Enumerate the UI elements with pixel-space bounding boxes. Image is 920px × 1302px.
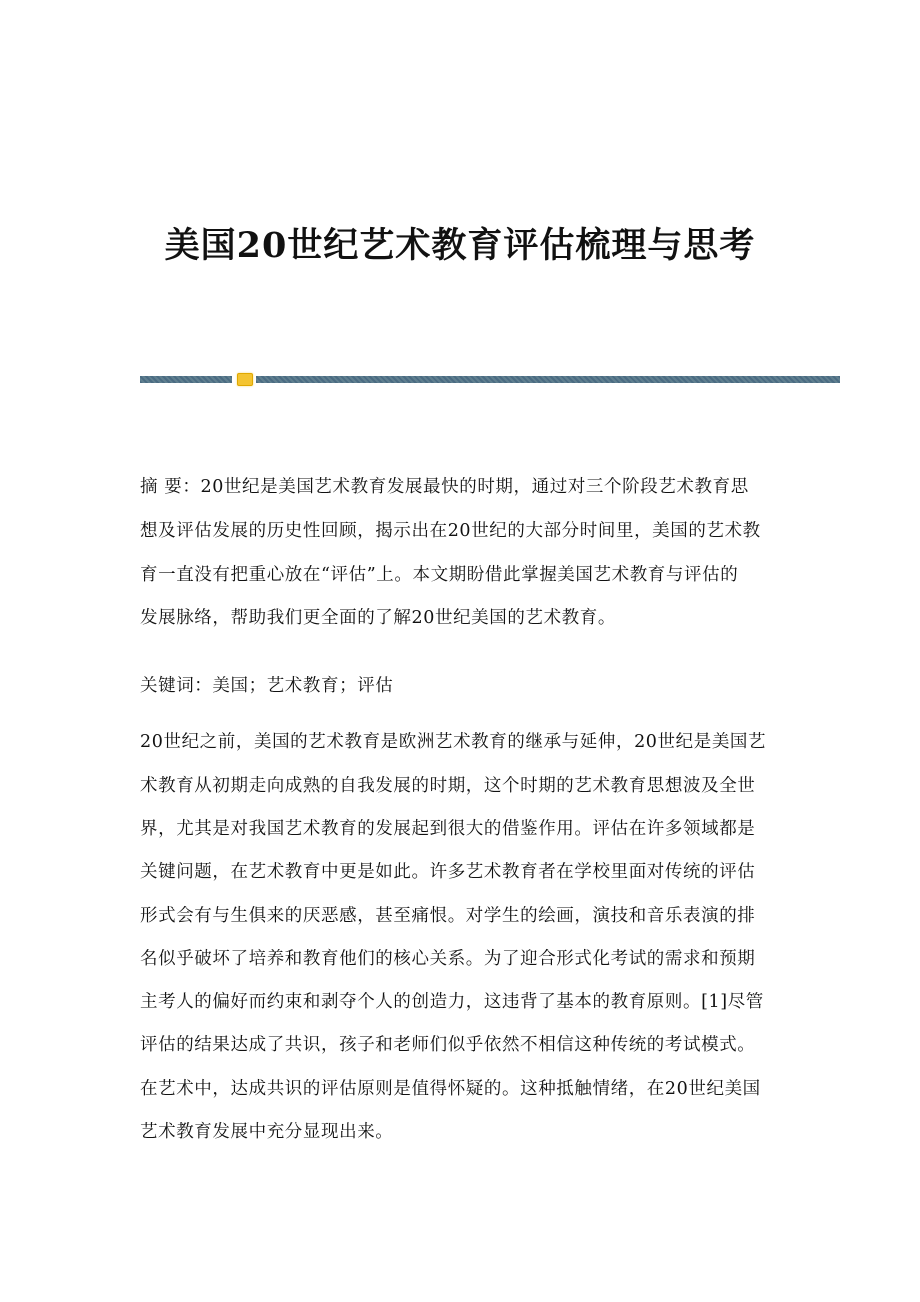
body-line: 在艺术中，达成共识的评估原则是值得怀疑的。这种抵触情绪，在20世纪美国: [140, 1079, 761, 1099]
keywords: 关键词：美国；艺术教育；评估: [140, 676, 394, 696]
body-line: 名似乎破坏了培养和教育他们的核心关系。为了迎合形式化考试的需求和预期: [140, 949, 756, 969]
body-line: 界，尤其是对我国艺术教育的发展起到很大的借鉴作用。评估在许多领域都是: [140, 819, 756, 839]
body-line: 形式会有与生俱来的厌恶感，甚至痛恨。对学生的绘画，演技和音乐表演的排: [140, 906, 756, 926]
body-line: 20世纪之前，美国的艺术教育是欧洲艺术教育的继承与延伸，20世纪是美国艺: [140, 732, 767, 752]
abstract-line: 育一直没有把重心放在“评估”上。本文期盼借此掌握美国艺术教育与评估的: [140, 565, 739, 585]
body-line: 关键问题，在艺术教育中更是如此。许多艺术教育者在学校里面对传统的评估: [140, 862, 756, 882]
abstract-line: 发展脉络，帮助我们更全面的了解20世纪美国的艺术教育。: [140, 608, 616, 628]
body-line: 评估的结果达成了共识，孩子和老师们似乎依然不相信这种传统的考试模式。: [140, 1035, 756, 1055]
divider-bar-left: [140, 376, 232, 383]
divider-bar-right: [256, 376, 840, 383]
body-line: 主考人的偏好而约束和剥夺个人的创造力，这违背了基本的教育原则。[1]尽管: [140, 992, 764, 1012]
body-line: 术教育从初期走向成熟的自我发展的时期，这个时期的艺术教育思想波及全世: [140, 776, 756, 796]
abstract-line: 摘 要：20世纪是美国艺术教育发展最快的时期，通过对三个阶段艺术教育思: [140, 477, 749, 497]
abstract-line: 想及评估发展的历史性回顾，揭示出在20世纪的大部分时间里，美国的艺术教: [140, 521, 761, 541]
ornament-icon: [237, 373, 253, 386]
body-line: 艺术教育发展中充分显现出来。: [140, 1122, 394, 1142]
document-title: 美国20世纪艺术教育评估梳理与思考: [164, 225, 756, 266]
title-divider: [140, 376, 840, 384]
